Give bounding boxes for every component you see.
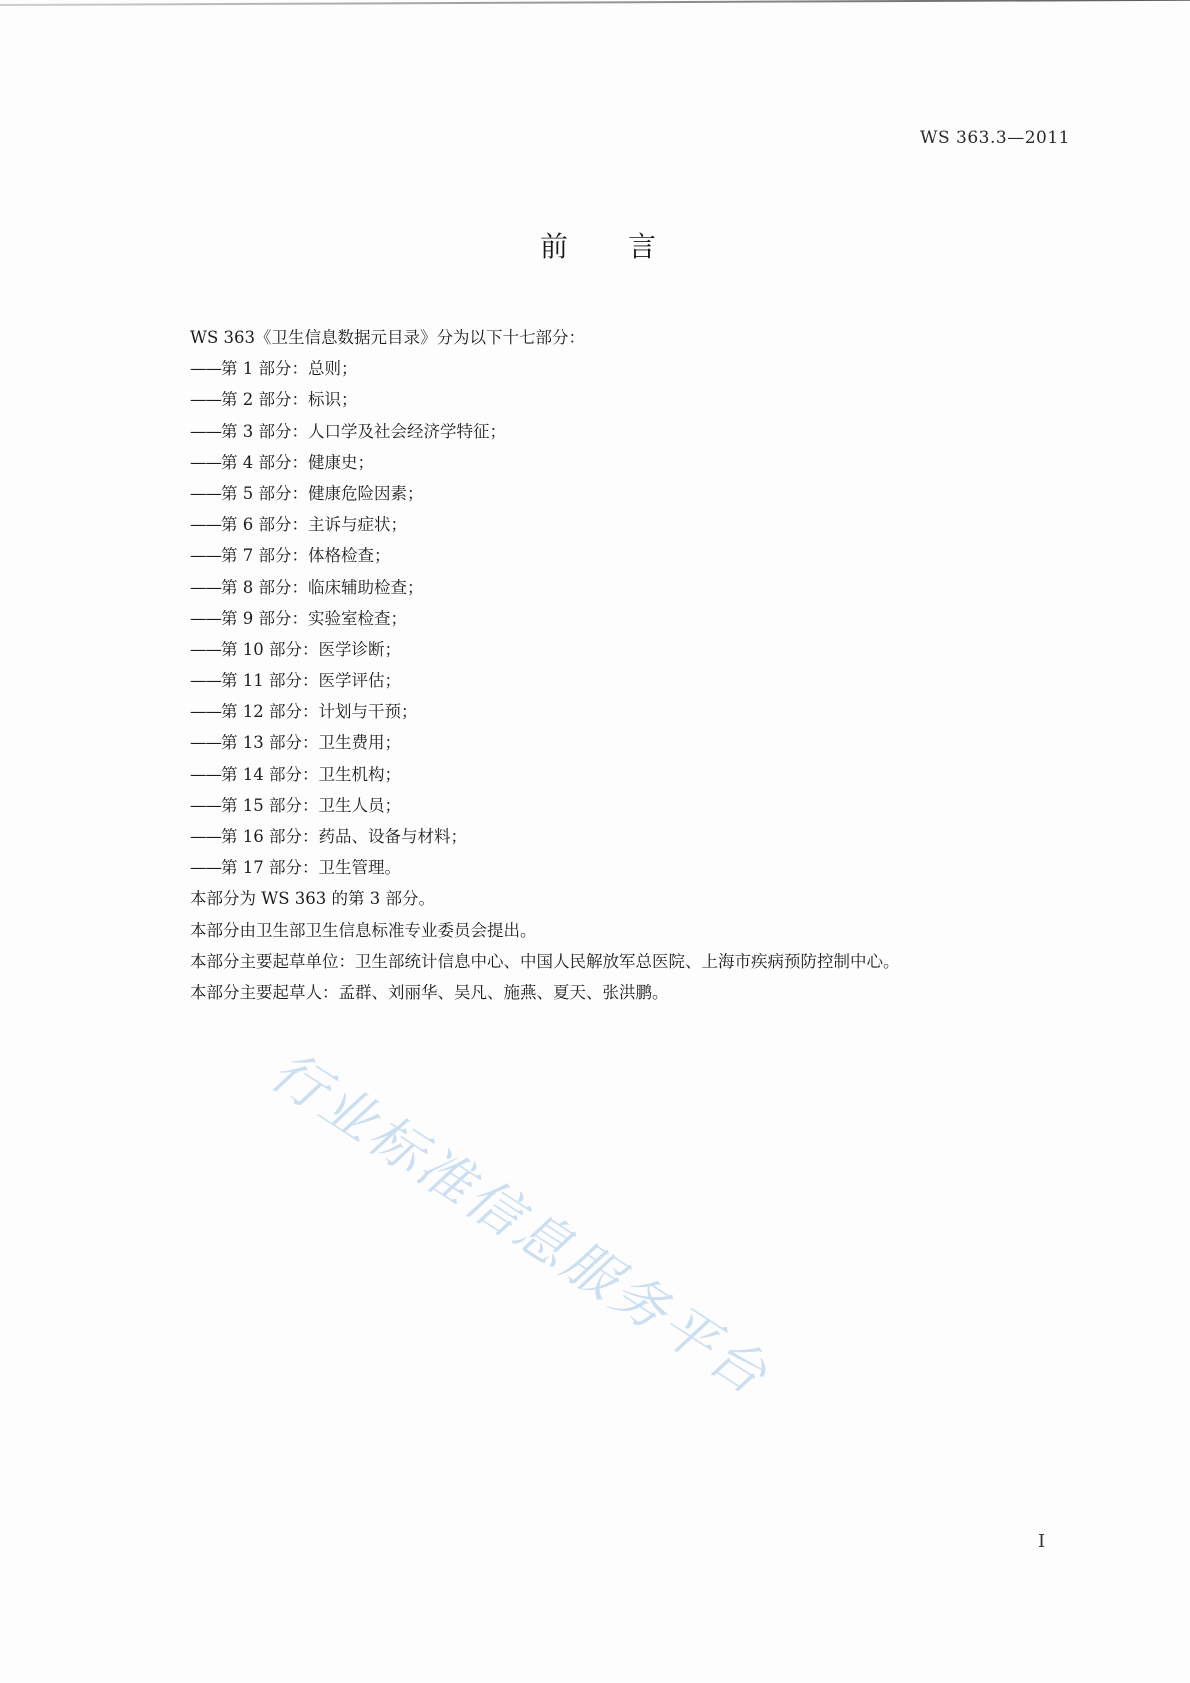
standard-number: WS 363.3—2011	[920, 128, 1070, 148]
statement-part-number: 本部分为 WS 363 的第 3 部分。	[190, 889, 435, 909]
part-label: 第 8 部分：临床辅助检查；	[221, 577, 424, 597]
part-label: 第 13 部分：卫生费用；	[221, 733, 401, 753]
part-label: 第 17 部分：卫生管理。	[221, 858, 401, 878]
watermark-text: 行业标准信息服务平台	[259, 1039, 781, 1408]
list-dash: ——	[190, 671, 221, 691]
list-item	[190, 821, 1090, 852]
part-label: 第 14 部分：卫生机构；	[221, 764, 401, 784]
list-item	[190, 634, 1090, 665]
part-label: 第 2 部分：标识；	[221, 390, 358, 410]
top-scan-edge	[0, 0, 1190, 6]
part-label: 第 11 部分：医学评估；	[221, 671, 401, 691]
list-dash: ——	[190, 390, 221, 410]
part-label: 第 5 部分：健康危险因素；	[221, 483, 424, 503]
list-item	[190, 790, 1090, 821]
list-item	[190, 478, 1090, 509]
part-label: 第 3 部分：人口学及社会经济学特征；	[221, 421, 506, 441]
page-number: I	[1038, 1531, 1046, 1552]
intro-line: WS 363《卫生信息数据元目录》分为以下十七部分：	[190, 328, 586, 347]
list-item	[190, 665, 1090, 696]
part-label: 第 12 部分：计划与干预；	[221, 702, 418, 722]
list-item	[190, 416, 1090, 447]
list-dash: ——	[190, 858, 221, 878]
list-item	[190, 727, 1090, 758]
list-dash: ——	[190, 639, 221, 659]
list-item	[190, 852, 1090, 883]
list-item	[190, 384, 1090, 415]
part-label: 第 6 部分：主诉与症状；	[221, 515, 407, 535]
part-label: 第 9 部分：实验室检查；	[221, 608, 407, 628]
list-dash: ——	[190, 546, 221, 566]
list-dash: ——	[190, 827, 221, 846]
foreword-body	[190, 322, 1090, 1008]
part-label: 第 15 部分：卫生人员；	[221, 795, 401, 815]
list-dash: ——	[190, 702, 221, 722]
list-item	[190, 603, 1090, 634]
list-item	[190, 696, 1090, 727]
list-item	[190, 509, 1090, 540]
list-dash: ——	[190, 795, 221, 815]
list-dash: ——	[190, 421, 221, 441]
list-item	[190, 353, 1090, 384]
list-dash: ——	[190, 515, 221, 535]
part-label: 第 7 部分：体格检查；	[221, 546, 391, 566]
part-label: 第 16 部分：药品、设备与材料；	[221, 827, 467, 846]
list-item	[190, 540, 1090, 571]
page-title: 前言	[540, 230, 717, 263]
part-label: 第 10 部分：医学诊断；	[221, 639, 401, 659]
list-dash: ——	[190, 764, 221, 784]
list-item	[190, 572, 1090, 603]
part-label: 第 1 部分：总则；	[221, 359, 358, 379]
list-dash: ——	[190, 733, 221, 753]
list-dash: ——	[190, 483, 221, 503]
part-label: 第 4 部分：健康史；	[221, 452, 374, 472]
list-dash: ——	[190, 608, 221, 628]
statement-proposer: 本部分由卫生部卫生信息标准专业委员会提出。	[190, 920, 537, 940]
list-item	[190, 759, 1090, 790]
list-dash: ——	[190, 359, 221, 379]
list-dash: ——	[190, 452, 221, 472]
list-dash: ——	[190, 577, 221, 597]
statement-drafters: 本部分主要起草人：孟群、刘丽华、吴凡、施燕、夏天、张洪鹏。	[190, 982, 669, 1002]
statement-drafting-units: 本部分主要起草单位：卫生部统计信息中心、中国人民解放军总医院、上海市疾病预防控制中心。	[190, 951, 900, 971]
list-item	[190, 447, 1090, 478]
